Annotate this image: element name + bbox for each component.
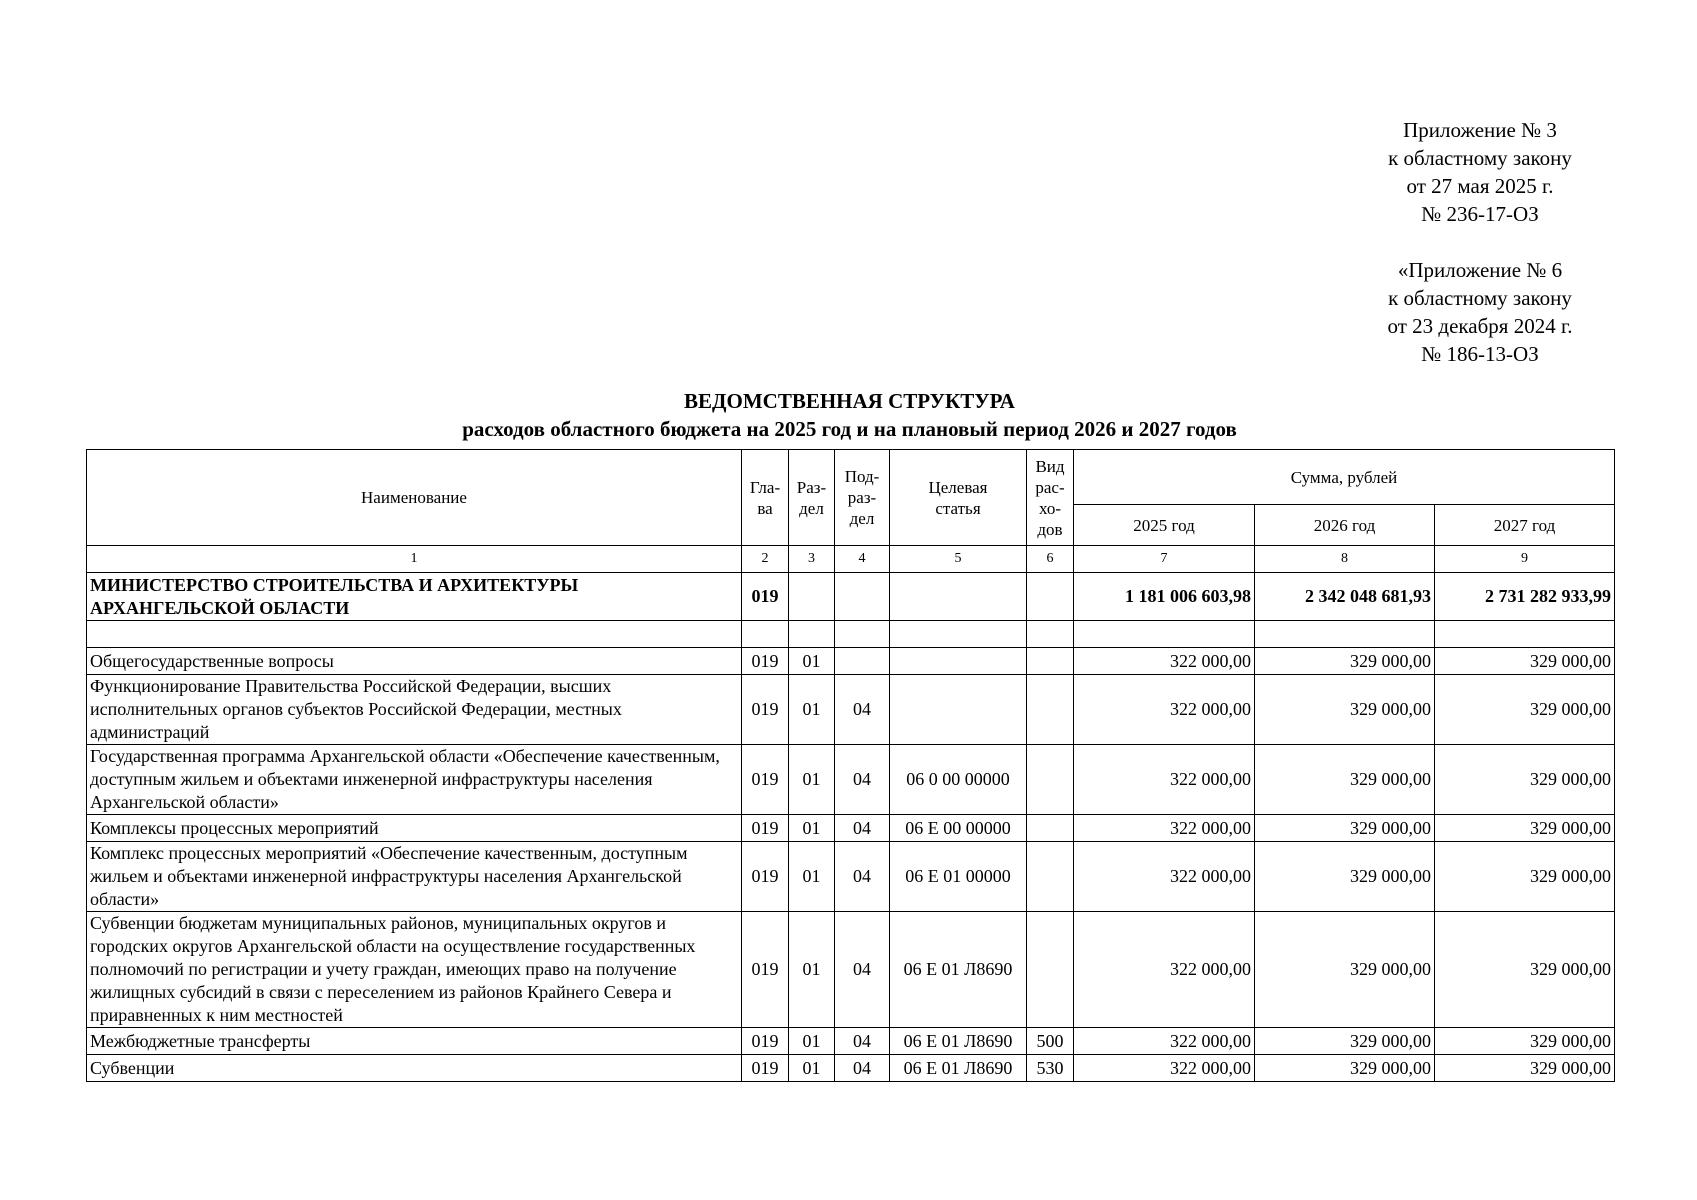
column-number: 9 xyxy=(1435,546,1615,573)
row-sum-2025: 322 000,00 xyxy=(1074,648,1255,675)
row-vid-rashodov xyxy=(1027,815,1074,842)
row-name: Комплексы процессных мероприятий xyxy=(87,815,742,842)
row-sum-2025: 322 000,00 xyxy=(1074,675,1255,745)
appendix-line: от 27 мая 2025 г. xyxy=(1406,174,1554,198)
row-vid-rashodov xyxy=(1027,621,1074,648)
title-line-2: расходов областного бюджета на 2025 год и на плановый период 2026 и 2027 годов xyxy=(462,417,1237,441)
header-year-2026: 2026 год xyxy=(1255,505,1435,546)
row-sum-2027: 329 000,00 xyxy=(1435,675,1615,745)
table-row xyxy=(87,815,1615,842)
row-podrazdel xyxy=(835,648,890,675)
row-sum-2027: 329 000,00 xyxy=(1435,648,1615,675)
row-name: МИНИСТЕРСТВО СТРОИТЕЛЬСТВА И АРХИТЕКТУРЫ АРХАНГЕЛЬСКОЙ ОБЛАСТИ xyxy=(87,573,742,621)
row-vid-rashodov xyxy=(1027,842,1074,912)
row-sum-2026: 329 000,00 xyxy=(1255,1028,1435,1055)
row-celevaya-statya xyxy=(890,573,1027,621)
row-celevaya-statya: 06 Е 00 00000 xyxy=(890,815,1027,842)
budget-table xyxy=(86,449,1615,1082)
row-sum-2026: 2 342 048 681,93 xyxy=(1255,573,1435,621)
row-celevaya-statya: 06 0 00 00000 xyxy=(890,745,1027,815)
header-name: Наименование xyxy=(87,450,742,546)
table-row xyxy=(87,745,1615,815)
row-celevaya-statya: 06 Е 01 00000 xyxy=(890,842,1027,912)
header-summa: Сумма, рублей xyxy=(1074,450,1615,505)
column-number: 6 xyxy=(1027,546,1074,573)
appendix-line: к областному закону xyxy=(1388,286,1572,310)
column-number: 5 xyxy=(890,546,1027,573)
row-podrazdel xyxy=(835,621,890,648)
row-sum-2027: 2 731 282 933,99 xyxy=(1435,573,1615,621)
row-razdel: 01 xyxy=(789,648,835,675)
row-name: Государственная программа Архангельской области «Обеспечение качественным, доступным жильем и объектами инженерной инфраструктуры населения Архангельской области» xyxy=(87,745,742,815)
row-sum-2026 xyxy=(1255,621,1435,648)
row-vid-rashodov xyxy=(1027,573,1074,621)
row-podrazdel: 04 xyxy=(835,912,890,1028)
column-number: 7 xyxy=(1074,546,1255,573)
row-glava: 019 xyxy=(742,745,789,815)
row-vid-rashodov xyxy=(1027,648,1074,675)
row-sum-2027: 329 000,00 xyxy=(1435,912,1615,1028)
row-razdel xyxy=(789,573,835,621)
row-sum-2025: 322 000,00 xyxy=(1074,1055,1255,1082)
row-sum-2027: 329 000,00 xyxy=(1435,745,1615,815)
row-glava: 019 xyxy=(742,573,789,621)
row-celevaya-statya: 06 Е 01 Л8690 xyxy=(890,912,1027,1028)
header-glava: Гла- ва xyxy=(742,450,789,546)
table-row xyxy=(87,842,1615,912)
appendix-line: Приложение № 3 xyxy=(1403,118,1557,142)
row-name: Комплекс процессных мероприятий «Обеспечение качественным, доступным жильем и объектами инженерной инфраструктуры населения Архангельской области» xyxy=(87,842,742,912)
table-row xyxy=(87,648,1615,675)
row-glava: 019 xyxy=(742,815,789,842)
header-year-2027: 2027 год xyxy=(1435,505,1615,546)
row-sum-2026: 329 000,00 xyxy=(1255,1055,1435,1082)
row-sum-2027: 329 000,00 xyxy=(1435,1055,1615,1082)
appendix-block xyxy=(1330,116,1630,368)
row-sum-2025: 1 181 006 603,98 xyxy=(1074,573,1255,621)
table-row xyxy=(87,912,1615,1028)
row-sum-2027: 329 000,00 xyxy=(1435,1028,1615,1055)
row-glava: 019 xyxy=(742,1055,789,1082)
row-glava: 019 xyxy=(742,842,789,912)
column-number: 4 xyxy=(835,546,890,573)
row-sum-2026: 329 000,00 xyxy=(1255,842,1435,912)
row-vid-rashodov: 500 xyxy=(1027,1028,1074,1055)
row-podrazdel: 04 xyxy=(835,1028,890,1055)
row-name: Межбюджетные трансферты xyxy=(87,1028,742,1055)
row-podrazdel: 04 xyxy=(835,675,890,745)
row-sum-2025: 322 000,00 xyxy=(1074,815,1255,842)
header-razdel: Раз- дел xyxy=(789,450,835,546)
column-numbers-row xyxy=(87,546,1615,573)
table-row xyxy=(87,573,1615,621)
row-name: Субвенции xyxy=(87,1055,742,1082)
appendix-line: № 236-17-ОЗ xyxy=(1421,202,1539,226)
row-sum-2026: 329 000,00 xyxy=(1255,815,1435,842)
row-glava: 019 xyxy=(742,648,789,675)
appendix-line: № 186-13-ОЗ xyxy=(1421,342,1539,366)
row-sum-2026: 329 000,00 xyxy=(1255,675,1435,745)
column-number: 3 xyxy=(789,546,835,573)
table-row xyxy=(87,1028,1615,1055)
header-year-2025: 2025 год xyxy=(1074,505,1255,546)
row-glava xyxy=(742,621,789,648)
row-glava: 019 xyxy=(742,1028,789,1055)
appendix-line: к областному закону xyxy=(1388,146,1572,170)
row-vid-rashodov: 530 xyxy=(1027,1055,1074,1082)
appendix-line: от 23 декабря 2024 г. xyxy=(1387,314,1573,338)
column-number: 8 xyxy=(1255,546,1435,573)
row-razdel: 01 xyxy=(789,815,835,842)
row-sum-2025: 322 000,00 xyxy=(1074,912,1255,1028)
table-row xyxy=(87,1055,1615,1082)
row-sum-2025: 322 000,00 xyxy=(1074,1028,1255,1055)
row-razdel: 01 xyxy=(789,912,835,1028)
column-number: 1 xyxy=(87,546,742,573)
row-razdel: 01 xyxy=(789,745,835,815)
row-vid-rashodov xyxy=(1027,745,1074,815)
row-celevaya-statya xyxy=(890,621,1027,648)
row-sum-2025 xyxy=(1074,621,1255,648)
row-razdel xyxy=(789,621,835,648)
row-glava: 019 xyxy=(742,912,789,1028)
row-sum-2025: 322 000,00 xyxy=(1074,842,1255,912)
row-razdel: 01 xyxy=(789,842,835,912)
row-vid-rashodov xyxy=(1027,912,1074,1028)
row-name: Общегосударственные вопросы xyxy=(87,648,742,675)
header-podrazdel: Под- раз- дел xyxy=(835,450,890,546)
table-row xyxy=(87,675,1615,745)
row-podrazdel xyxy=(835,573,890,621)
row-name xyxy=(87,621,742,648)
table-body xyxy=(87,573,1615,1082)
appendix-line: «Приложение № 6 xyxy=(1397,258,1563,282)
column-number: 2 xyxy=(742,546,789,573)
row-vid-rashodov xyxy=(1027,675,1074,745)
row-sum-2027: 329 000,00 xyxy=(1435,842,1615,912)
row-razdel: 01 xyxy=(789,1028,835,1055)
document-title xyxy=(86,387,1613,443)
row-celevaya-statya: 06 Е 01 Л8690 xyxy=(890,1055,1027,1082)
row-celevaya-statya xyxy=(890,648,1027,675)
table-row xyxy=(87,621,1615,648)
row-name: Субвенции бюджетам муниципальных районов, муниципальных округов и городских округов Архангельской области на осуществление государственных полномочий по регистрации и учету граждан, имеющих право на получение жилищных субсидий в связи с переселением из районов Крайнего Севера и приравненных к ним местностей xyxy=(87,912,742,1028)
row-podrazdel: 04 xyxy=(835,1055,890,1082)
row-celevaya-statya xyxy=(890,675,1027,745)
header-vid-rashodov: Вид рас- хо- дов xyxy=(1027,450,1074,546)
title-line-1: ВЕДОМСТВЕННАЯ СТРУКТУРА xyxy=(684,389,1015,413)
row-podrazdel: 04 xyxy=(835,815,890,842)
row-celevaya-statya: 06 Е 01 Л8690 xyxy=(890,1028,1027,1055)
row-sum-2027 xyxy=(1435,621,1615,648)
row-sum-2026: 329 000,00 xyxy=(1255,912,1435,1028)
row-podrazdel: 04 xyxy=(835,745,890,815)
row-name: Функционирование Правительства Российской Федерации, высших исполнительных органов субъектов Российской Федерации, местных администраций xyxy=(87,675,742,745)
row-podrazdel: 04 xyxy=(835,842,890,912)
header-celevaya-statya: Целевая статья xyxy=(890,450,1027,546)
row-sum-2027: 329 000,00 xyxy=(1435,815,1615,842)
row-razdel: 01 xyxy=(789,675,835,745)
row-sum-2026: 329 000,00 xyxy=(1255,745,1435,815)
row-sum-2026: 329 000,00 xyxy=(1255,648,1435,675)
row-sum-2025: 322 000,00 xyxy=(1074,745,1255,815)
row-glava: 019 xyxy=(742,675,789,745)
row-razdel: 01 xyxy=(789,1055,835,1082)
